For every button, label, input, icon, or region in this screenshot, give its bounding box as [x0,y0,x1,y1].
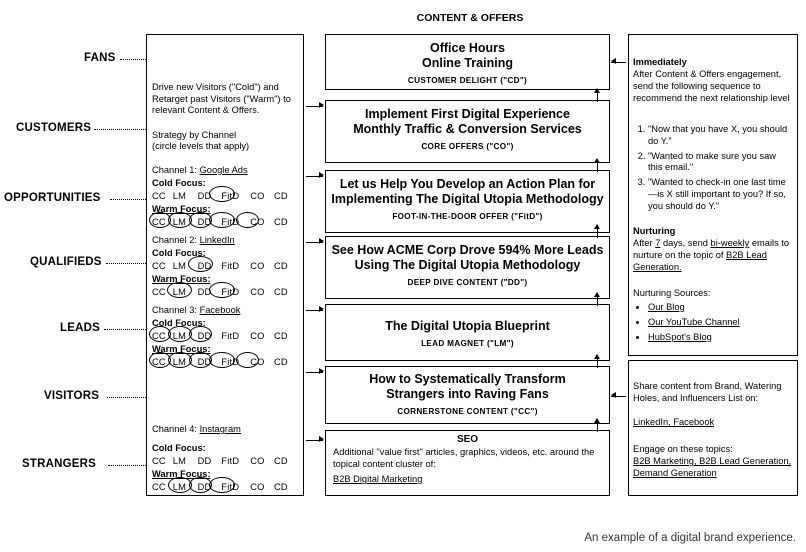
level-dd[interactable]: DD [197,331,212,341]
email-sequence-item: 3. "Wanted to check-in one last time—is X still important to you? If so, you should do Y." [648,177,793,212]
level-cc[interactable]: CC [152,331,166,341]
channel-4-warm-levels [152,482,292,492]
connector-arrow-dd-to-fitd [594,224,600,229]
connector-arrow-seo-to-cc [594,418,600,423]
channel-4-heading [152,424,241,436]
email-immediately-title: Immediately [633,57,687,67]
level-fitd[interactable]: FitD [221,456,240,466]
offer-title-line1: How to Systematically Transform [369,372,566,386]
offer-title-line2: Online Training [422,56,513,70]
channel-3-cold-label: Cold Focus: [152,318,206,328]
level-cd[interactable]: CD [273,456,288,466]
social-list-link[interactable]: LinkedIn, Facebook [633,417,715,427]
email-sources-title: Nurturing Sources: [633,288,711,298]
channel-2-name: Channel 2: [152,235,197,245]
level-cc[interactable]: CC [152,287,166,297]
seo-title: SEO [456,434,479,445]
channel-2-cold-label: Cold Focus: [152,248,206,258]
offer-box-customer-delight[interactable] [325,34,610,90]
offer-sub-foot-in-the-door: FOOT-IN-THE-DOOR OFFER ("FitD") [392,212,543,221]
level-cc[interactable]: CC [152,191,166,201]
channel-2-platform: LinkedIn [199,235,235,245]
stage-label-opportunities: OPPORTUNITIES [4,192,101,204]
email-nurturing-body [633,238,793,273]
level-fitd[interactable]: FitD [221,357,240,367]
offer-sub-core-offers: CORE OFFERS ("CO") [421,142,514,151]
stage-leader-visitors [107,397,146,398]
offer-title-line2: Monthly Traffic & Conversion Services [353,122,582,136]
social-body: Share content from Brand, Watering Holes, and Influencers List on: [633,381,782,403]
channel-3-platform: Facebook [199,305,241,315]
channel-1-heading [152,165,248,177]
channel-3-heading [152,305,240,317]
level-cc[interactable]: CC [152,357,166,367]
channel-3-warm-label: Warm Focus: [152,344,211,354]
email-source-link[interactable]: Our Blog [648,302,685,312]
level-dd[interactable]: DD [197,482,212,492]
offer-box-foot-in-the-door[interactable] [325,170,610,233]
level-lm[interactable]: LM [172,357,187,367]
email-sources-list [633,300,793,346]
channel-3-name: Channel 3: [152,305,197,315]
email-source-item[interactable] [648,332,793,344]
channel-4-platform: Instagram [199,424,241,434]
level-cd[interactable]: CD [273,191,288,201]
nurturing-text-2: days, send [660,238,711,248]
level-lm[interactable]: LM [172,482,187,492]
stage-leader-opportunities [110,199,146,200]
email-immediately-body: After Content & Offers engagement, send the following sequence to recommend the next relationship level [633,69,790,103]
level-dd[interactable]: DD [197,357,212,367]
social-feed-arrow [611,392,616,398]
offer-title-line2: Implementing The Digital Utopia Methodology [331,192,604,206]
offer-box-core-offers[interactable] [325,100,610,163]
level-fitd[interactable]: FitD [221,217,240,227]
level-co[interactable]: CO [250,357,265,367]
level-co[interactable]: CO [250,456,265,466]
seo-box [325,430,610,496]
stage-leader-strangers [108,465,146,466]
channel-2-warm-label: Warm Focus: [152,274,211,284]
level-co[interactable]: CO [250,261,265,271]
channel-1-warm-levels [152,217,292,227]
stage-leader-fans [120,59,146,60]
level-cc[interactable]: CC [152,217,166,227]
channel-4-name: Channel 4: [152,424,197,434]
channel-1-cold-label: Cold Focus: [152,178,206,188]
offer-sub-lead-magnet: LEAD MAGNET ("LM") [421,339,514,348]
email-source-link[interactable]: HubSpot's Blog [648,331,712,342]
email-source-item[interactable] [648,317,793,329]
channel-2-heading [152,235,235,247]
stage-label-visitors: VISITORS [44,390,100,402]
seo-link[interactable]: B2B Digital Marketing [333,474,423,485]
level-fitd[interactable]: FitD [221,482,240,492]
level-lm[interactable]: LM [172,261,187,271]
email-source-link[interactable]: Our YouTube Channel [648,316,740,327]
level-lm[interactable]: LM [172,191,187,201]
offer-title-line1: Implement First Digital Experience [365,107,570,121]
stage-label-qualifieds: QUALIFIEDS [30,256,102,268]
email-sequence-item: 2. "Wanted to make sure you saw this email." [648,151,793,175]
level-fitd[interactable]: FitD [221,261,240,271]
email-nurturing-title: Nurturing [633,226,676,236]
level-cc[interactable]: CC [152,482,166,492]
connector-arrow-fitd-to-co [594,158,600,163]
email-source-item[interactable] [648,302,793,314]
seo-body: Additional "value first" articles, graphics, videos, etc. around the topical content cluster of: [333,447,595,469]
level-fitd[interactable]: FitD [221,287,240,297]
level-dd[interactable]: DD [197,217,212,227]
channel-4-cold-levels [152,456,292,466]
feed-arrow-cornerstone [319,368,324,374]
feed-arrow-lead-magnet [319,306,324,312]
advertising-intro: Drive new Visitors ("Cold") and Retarget past Visitors ("Warm") to relevant Content & Offers. [152,82,291,116]
advertising-strategy-line2: (circle levels that apply) [152,141,250,151]
level-cc[interactable]: CC [152,456,166,466]
offer-title-line1: Let us Help You Develop an Action Plan for [339,177,596,191]
advertising-strategy-line1: Strategy by Channel [152,130,237,140]
figure-caption: An example of a digital brand experience. [584,532,796,544]
email-sequence-item: 1. "Now that you have X, you should do Y." [648,124,793,148]
level-dd[interactable]: DD [197,261,212,271]
connector-arrow-cc-to-lm [594,354,600,359]
level-dd[interactable]: DD [197,191,212,201]
stage-label-leads: LEADS [60,322,100,334]
channel-3-cold-levels [152,331,292,341]
stage-label-strangers: STRANGERS [22,458,97,470]
feed-arrow-seo [319,436,324,442]
offer-box-lead-magnet[interactable] [325,304,610,361]
level-lm[interactable]: LM [172,287,187,297]
level-co[interactable]: CO [250,287,265,297]
level-co[interactable]: CO [250,191,265,201]
nurturing-text-3: emails to nurture on the topic of [633,238,790,260]
offer-title-line1: Office Hours [429,41,505,55]
social-topics: B2B Marketing, B2B Lead Generation, Demand Generation [633,456,792,478]
level-lm[interactable]: LM [172,456,187,466]
channel-2-cold-levels [152,261,292,271]
level-co[interactable]: CO [250,331,265,341]
channel-4-cold-label: Cold Focus: [152,443,206,453]
connector-arrow-co-to-cd [594,88,600,93]
channel-4-warm-label: Warm Focus: [152,469,211,479]
offer-box-cornerstone[interactable] [325,366,610,424]
level-dd[interactable]: DD [197,456,212,466]
level-fitd[interactable]: FitD [221,191,240,201]
level-dd[interactable]: DD [197,287,212,297]
channel-1-platform: Google Ads [199,165,248,175]
social-engage-label: Engage on these topics: [633,444,733,454]
level-cd[interactable]: CD [273,357,288,367]
nurturing-topic: B2B Lead Generation. [633,249,767,272]
level-fitd[interactable]: FitD [221,331,240,341]
level-cd[interactable]: CD [273,482,288,492]
level-cd[interactable]: CD [273,261,288,271]
level-lm[interactable]: LM [172,217,187,227]
level-cc[interactable]: CC [152,261,166,271]
stage-leader-customers [94,129,146,130]
offer-box-deep-dive[interactable] [325,236,610,299]
offer-sub-cornerstone: CORNERSTONE CONTENT ("CC") [397,407,538,416]
header-content-offers: CONTENT & OFFERS [416,12,524,24]
channel-2-warm-levels [152,287,292,297]
nurturing-days: 7 [655,238,661,248]
level-cd[interactable]: CD [273,217,288,227]
offer-title-line2: Using The Digital Utopia Methodology [354,258,581,272]
channel-1-warm-label: Warm Focus: [152,204,211,214]
email-feed-arrow [611,58,616,64]
stage-leader-qualifieds [106,263,146,264]
offer-sub-customer-delight: CUSTOMER DELIGHT ("CD") [407,76,528,85]
stage-label-fans: FANS [84,52,116,64]
channel-1-name: Channel 1: [152,165,197,175]
email-sequence [633,122,793,216]
stage-leader-leads [104,329,146,330]
connector-arrow-lm-to-dd [594,292,600,297]
offer-sub-deep-dive: DEEP DIVE CONTENT ("DD") [407,278,528,287]
feed-arrow-fitd [319,172,324,178]
level-co[interactable]: CO [250,217,265,227]
offer-title-line1: The Digital Utopia Blueprint [385,319,550,333]
channel-1-cold-levels [152,191,292,201]
feed-arrow-core-offers [319,102,324,108]
stage-label-customers: CUSTOMERS [16,122,92,134]
level-co[interactable]: CO [250,482,265,492]
channel-3-warm-levels [152,357,292,367]
level-lm[interactable]: LM [172,331,187,341]
nurturing-text-1: After [633,238,656,248]
offer-title-line1: See How ACME Corp Drove 594% More Leads [331,243,604,257]
offer-title-line2: Strangers into Raving Fans [386,387,549,401]
level-cd[interactable]: CD [273,287,288,297]
nurturing-cadence: bi-weekly [710,238,750,248]
feed-arrow-deep-dive [319,238,324,244]
level-cd[interactable]: CD [273,331,288,341]
